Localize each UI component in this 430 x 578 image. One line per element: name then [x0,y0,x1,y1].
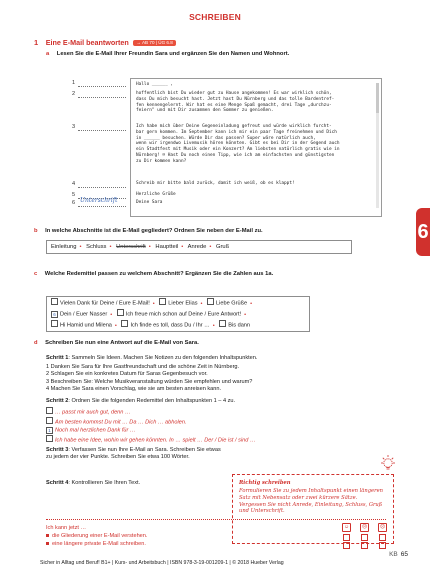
task-b-letter: b [34,228,38,234]
word-gruss: Gruß [215,244,230,250]
phrase-hint: Am besten kommst Du mit … Da … Dich … abholen. [55,419,187,426]
section-number: 1 [34,38,39,47]
can-do-text: die Gliederung einer E-Mail verstehen. [52,533,148,539]
rating-checkbox[interactable] [343,534,350,541]
email-paragraph-2 [136,124,372,165]
book-code: KB [389,551,398,558]
email-line: dass Du mich besucht hast. Jetzt hast Du Nürnberg und das tolle Bardentref- [136,96,335,102]
step-3 [46,447,222,462]
word-unterschrift-struck: Unterschrift [116,244,146,250]
tip-text: Formulieren Sie zu jedem Inhaltspunkt einen längeren Satz mit Nebensatz oder zwei kürzere Sätze. Vergessen Sie nicht Anrede, Einleitung, Schluss, Gruß und Unterschrift. [239,488,384,515]
email-greeting: Hallo ______ , [136,82,174,87]
reference-badge: → AB 70 | ÜG 6.8 [133,40,175,46]
neutral-face-icon: 😐 [361,524,368,530]
step-2 [46,398,386,405]
email-line: feiern" und mit Dir zusammen den Sommer zu genießen. [136,108,274,114]
rating-checkbox[interactable] [379,534,386,541]
rating-checkbox[interactable] [361,534,368,541]
page-number-value: 65 [400,551,408,558]
checkbox[interactable] [51,298,58,305]
phrase-row-1: Vielen Dank für Deine / Eure E-Mail! • Lieber Elias • Liebe Grüße • [47,298,309,309]
answer-line-1[interactable] [78,80,126,87]
checkbox[interactable] [46,435,53,442]
tip-title: Richtig schreiben [239,480,291,486]
email-signature: Deine Sara [136,200,163,205]
phrase-hint: … passt mir auch gut, denn … [55,409,131,416]
checkbox[interactable] [51,320,58,327]
email-line: zu Dir kommen kann? [136,158,187,164]
chapter-tab: 6 [416,208,430,256]
phrase: Vielen Dank für Deine / Eure E-Mail! [60,300,150,307]
email-line: bar gern kommen. Im September kann ich mir ein paar Tage freinehmen und Dich [136,129,337,135]
label-6: 6 [72,200,76,206]
can-do-item-2 [46,541,146,548]
handwritten-answer-6: Unterschrift [80,197,118,204]
step-1 [46,355,386,362]
task-b-question [34,228,394,235]
can-do-title: Ich kann jetzt … [46,525,87,531]
task-b-text: In welche Abschnitte ist die E-Mail gegliedert? Ordnen Sie neben der E-Mail zu. [45,228,263,234]
email-paragraph-1 [136,91,372,114]
label-5: 5 [72,192,76,198]
email-line: fen kennengelernt. Wir hat es eine Menge Spaß gemacht, drei Tage „durchzu- [136,102,332,108]
phrase: Hi Hamid und Milena [60,322,112,329]
checkbox[interactable] [117,309,124,316]
task-d-letter: d [34,340,38,346]
word-list: Einleitung • Schluss • Unterschrift • Hauptteil • Anrede • Gruß [51,244,230,250]
step-4 [46,480,222,487]
email-line: hoffentlich bist Du wieder gut zu Hause angekommen! Es war wirklich schön, [136,91,332,96]
phrase-box [46,296,310,332]
section-title: Eine E-Mail beantworten [45,38,129,47]
step-3-label: Schritt 3 [46,447,69,453]
step-3-text: : Verfassen Sie nun Ihre E-Mail an Sara. Schreiben Sie etwas zu jedem der vier Punkte. Schreiben Sie etwa 100 Wörter. [46,447,221,461]
task-c-question [34,271,394,278]
answer-line-3[interactable] [78,124,126,131]
step-2-label: Schritt 2 [46,398,69,404]
phrase: Lieber Elias [168,300,198,307]
content-points [46,364,386,394]
word-box [46,240,352,254]
checkbox-filled[interactable]: 6 [51,311,58,318]
phrase: Dein / Euer Nasser [60,311,108,318]
phrase: Ich freue mich schon auf Deine / Eure Antwort! [125,311,242,318]
email-line: in ______ besuchen. Würde Dir das passen? Super wäre natürlich auch, [136,135,316,141]
footer-credits: Sicher in Alltag und Beruf! B1+ | Kurs- und Arbeitsbuch | ISBN 978-3-19-001209-1 | © 2018 Hueber Verlag [40,560,284,566]
can-do-text: eine längere private E-Mail schreiben. [52,541,146,547]
task-a-question [46,51,406,58]
email-scrollbar-thumb[interactable] [376,83,379,113]
content-point: 4 Machen Sie Sara einen Vorschlag, wie sie am besten anreisen kann. [46,386,222,393]
checkbox[interactable] [46,417,53,424]
word-schluss: Schluss [86,244,107,250]
label-2: 2 [72,91,76,97]
answer-line-2[interactable] [78,91,126,98]
content-point: 2 Schlagen Sie ein konkretes Datum für Saras Gegenbesuch vor. [46,371,208,378]
step-4-label: Schritt 4 [46,480,69,486]
word-anrede: Anrede [187,244,207,250]
phrase-hint: Ich habe eine Idee, wohin wir gehen könnten. In … spielt … Der / Die ist / sind … [55,437,256,444]
checkbox[interactable] [46,407,53,414]
task-a-text: Lesen Sie die E-Mail Ihrer Freundin Sara und ergänzen Sie den Namen und Wohnort. [56,51,290,57]
label-1: 1 [72,80,76,86]
step-4-text: : Kontrollieren Sie Ihren Text. [68,480,141,486]
rating-checkbox[interactable] [361,542,368,549]
step-1-text: : Sammeln Sie Ideen. Machen Sie Notizen zu den folgenden Inhaltspunkten. [68,355,258,361]
checkbox[interactable] [219,320,226,327]
section-heading [34,38,176,48]
email-line: wenn wir irgendwo Livemusik hören könnten. Gibt es bei Dir in der Gegend auch [136,141,340,147]
sad-face-icon: ☹ [379,524,386,530]
task-a-letter: a [46,51,50,57]
phrase-row-2: 6 Dein / Euer Nasser • Ich freue mich schon auf Deine / Eure Antwort! • [47,309,309,320]
email-line: Ich habe mich über Deine Gegeneinladung gefreut und würde wirklich furcht- [136,124,332,129]
content-point: 1 Danken Sie Sara für Ihre Gastfreundschaft und die schöne Zeit in Nürnberg. [46,364,240,370]
task-d-question [34,340,394,347]
answer-line-4[interactable] [78,181,126,188]
email-window [130,78,382,217]
email-regards: Herzliche Grüße [136,192,176,197]
checkbox[interactable] [207,298,214,305]
rating-checkbox[interactable] [343,542,350,549]
email-line: Nürnberg! ☺ Hast Du noch einen Tipp, wie ich am einfachsten und günstigsten [136,153,335,159]
phrase: Bis dann [228,322,251,329]
checkbox-filled[interactable]: 1 [46,427,53,434]
label-3: 3 [72,124,76,130]
label-4: 4 [72,181,76,187]
phrase-row-3: Hi Hamid und Milena • Ich finde es toll, dass Du / Ihr … • Bis dann [47,320,309,331]
phrase-hints [46,407,386,445]
email-closing-line: Schreib mir bitte bald zurück, damit ich weiß, ob es klappt! [136,181,295,186]
page-title: SCHREIBEN [189,12,241,22]
can-do-item-1 [46,533,147,540]
step-1-label: Schritt 1 [46,355,69,361]
content-point: 3 Beschreiben Sie: Welche Musikveranstaltung würden Sie empfehlen und warum? [46,378,253,385]
task-c-letter: c [34,271,38,277]
phrase: Liebe Grüße [216,300,248,307]
word-hauptteil: Hauptteil [155,244,179,250]
checkbox[interactable] [121,320,128,327]
lightbulb-icon [378,454,398,474]
rating-checkbox[interactable] [379,542,386,549]
task-c-text: Welche Redemittel passen zu welchem Abschnitt? Ergänzen Sie die Zahlen aus 1a. [44,271,274,277]
word-einleitung: Einleitung [51,244,77,250]
task-d-text: Schreiben Sie nun eine Antwort auf die E-Mail von Sara. [45,340,199,346]
page-number [389,551,408,559]
step-2-text: : Ordnen Sie die folgenden Redemittel den Inhaltspunkten 1 – 4 zu. [68,398,236,404]
can-do-section [46,519,386,554]
phrase-hint: Noch mal herzlichen Dank für … [55,427,136,434]
phrase: Ich finde es toll, dass Du / Ihr … [130,322,210,329]
checkbox[interactable] [159,298,166,305]
email-line: ein Stadtfest mit Musik oder ein Konzert? Am liebsten natürlich gratis wie in [136,147,340,153]
happy-face-icon: ☺ [343,524,350,530]
